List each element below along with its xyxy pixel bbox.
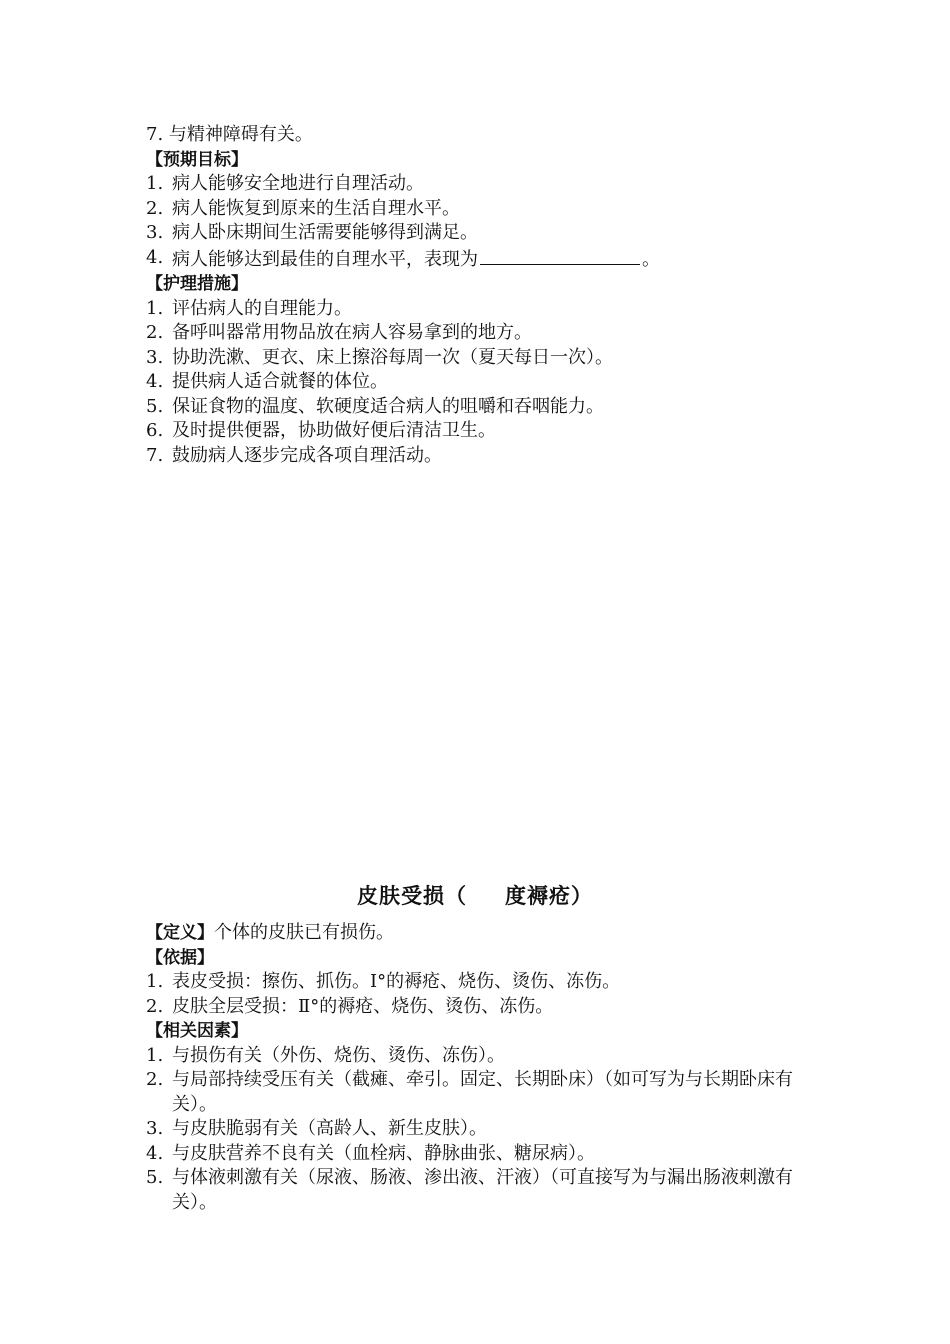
section-title-part2: 度褥疮） [505, 884, 593, 908]
measure-text: 及时提供便器，协助做好便后清洁卫生。 [172, 420, 496, 441]
measure-text: 评估病人的自理能力。 [172, 297, 352, 319]
measure-number: 6. [146, 420, 164, 441]
measure-number: 1. [146, 297, 164, 319]
goal-number: 1. [146, 173, 164, 194]
measures-heading: 【护理措施】 [146, 274, 248, 294]
measure-text: 协助洗漱、更衣、床上擦浴每周一次（夏天每日一次）。 [172, 346, 613, 368]
basis-text: 表皮受损：擦伤、抓伤。Ⅰ°的褥疮、烧伤、烫伤、冻伤。 [172, 971, 621, 992]
measure-item [146, 370, 816, 395]
basis-number: 2. [146, 995, 164, 1017]
factor-text: 与体液刺激有关（尿液、肠液、渗出液、汗液）（可直接写为与漏出肠液刺激有关）。 [172, 1167, 793, 1213]
goal-text: 病人卧床期间生活需要能够得到满足。 [172, 222, 478, 243]
goals-heading: 【预期目标】 [146, 149, 248, 170]
measure-number: 7. [146, 444, 164, 466]
definition-label: 【定义】 [146, 923, 214, 943]
basis-text: 皮肤全层受损：Ⅱ°的褥疮、烧伤、烫伤、冻伤。 [172, 995, 554, 1017]
goal-item [146, 172, 816, 197]
definition-line [146, 921, 816, 946]
section-title-part1: 皮肤受损（ [357, 884, 467, 908]
measure-item [146, 444, 816, 469]
factor-text: 与局部持续受压有关（截瘫、牵引。固定、长期卧床）（如可写为与长期卧床有关）。 [172, 1069, 793, 1115]
factor-text: 与皮肤营养不良有关（血栓病、静脉曲张、糖尿病）。 [172, 1142, 595, 1164]
measure-text: 提供病人适合就餐的体位。 [172, 371, 388, 392]
factors-heading: 【相关因素】 [146, 1021, 248, 1041]
factor-text: 与皮肤脆弱有关（高龄人、新生皮肤）。 [172, 1118, 487, 1139]
measure-number: 4. [146, 371, 164, 392]
measure-item [146, 419, 816, 444]
basis-heading: 【依据】 [146, 947, 214, 968]
basis-number: 1. [146, 971, 164, 992]
factor-item [146, 1117, 816, 1142]
goal-item [146, 197, 816, 222]
measure-item [146, 297, 816, 322]
goal-number: 4. [146, 246, 164, 268]
goal-item [146, 246, 816, 273]
goal-text: 病人能够安全地进行自理活动。 [172, 173, 424, 194]
goal4-text: 病人能够达到最佳的自理水平，表现为 [172, 248, 478, 270]
factor-item [146, 1068, 816, 1117]
measure-number: 2. [146, 322, 164, 343]
measure-item [146, 395, 816, 420]
goal-text: 病人能恢复到原来的生活自理水平。 [172, 197, 460, 219]
measure-item [146, 321, 816, 346]
section-title [0, 880, 950, 910]
factor-text: 与损伤有关（外伤、烧伤、烫伤、冻伤）。 [172, 1044, 505, 1066]
factor-number: 5. [146, 1167, 164, 1188]
intro-line: 7. 与精神障碍有关。 [146, 124, 313, 145]
fill-in-blank [480, 246, 640, 265]
goal-number: 2. [146, 197, 164, 219]
factor-number: 4. [146, 1142, 164, 1164]
factor-item [146, 1044, 816, 1069]
factor-number: 3. [146, 1118, 164, 1139]
basis-item [146, 970, 816, 995]
goal-text [172, 246, 816, 273]
goal4-end: 。 [642, 248, 660, 270]
goal-number: 3. [146, 222, 164, 243]
measure-text: 鼓励病人逐步完成各项自理活动。 [172, 444, 442, 466]
definition-text: 个体的皮肤已有损伤。 [214, 922, 394, 943]
factor-number: 1. [146, 1044, 164, 1066]
measure-text: 备呼叫器常用物品放在病人容易拿到的地方。 [172, 322, 532, 343]
basis-item [146, 995, 816, 1020]
care-plan-top [146, 123, 816, 468]
skin-damage-section [146, 921, 816, 1215]
measure-item [146, 346, 816, 371]
factor-number: 2. [146, 1069, 164, 1090]
measure-number: 3. [146, 346, 164, 368]
measure-text: 保证食物的温度、软硬度适合病人的咀嚼和吞咽能力。 [172, 395, 604, 417]
factor-item [146, 1166, 816, 1215]
goal-item [146, 221, 816, 246]
measure-number: 5. [146, 395, 164, 417]
factor-item [146, 1142, 816, 1167]
